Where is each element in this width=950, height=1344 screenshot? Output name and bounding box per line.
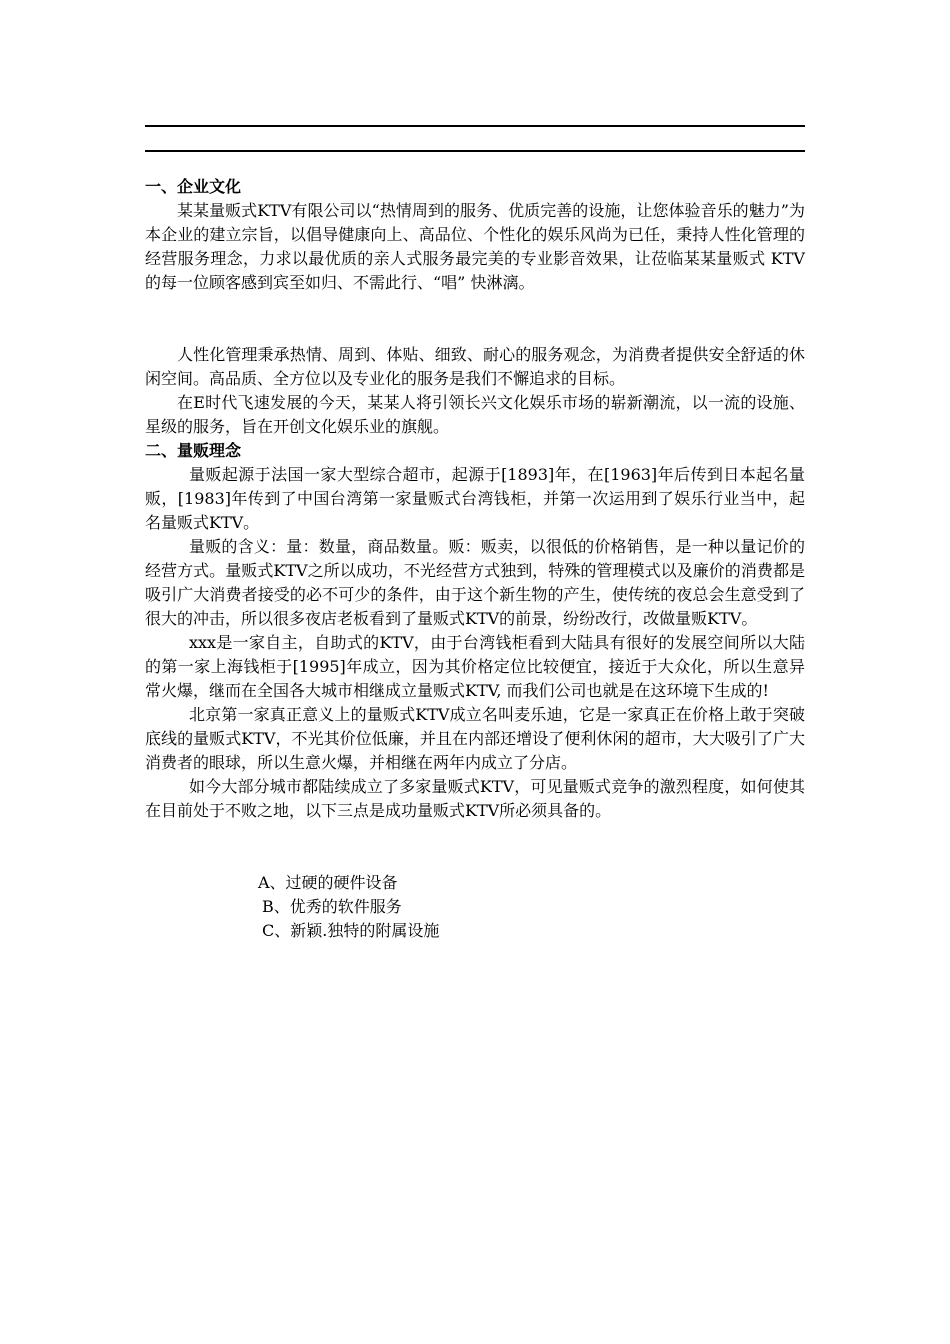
- paragraph-beijing-first: 北京第一家真正意义上的量贩式KTV成立名叫麦乐迪，它是一家真正在价格上敢于突破底线的量贩式KTV，不光其价位低廉，并且在内部还增设了便利休闲的超市，大大吸引了广大消费者的眼球，所以生意火爆，并相继在两年内成立了分店。: [145, 705, 805, 772]
- list-item-hardware: A、过硬的硬件设备: [258, 873, 398, 892]
- list-item-facilities: C、新颖.独特的附属设施: [262, 921, 440, 940]
- paragraph-humanized-management: 人性化管理秉承热情、周到、体贴、细致、耐心的服务观念，为消费者提供安全舒适的休闲空间。高品质、全方位以及专业化的服务是我们不懈追求的目标。: [145, 345, 805, 388]
- list-spacer: [145, 823, 805, 871]
- section-heading-corporate-culture: 一、企业文化: [145, 177, 242, 196]
- paragraph-e-era: 在E时代飞速发展的今天，某某人将引领长兴文化娱乐市场的崭新潮流，以一流的设施、星级的服务，旨在开创文化娱乐业的旗舰。: [145, 393, 805, 436]
- paragraph-competition: 如今大部分城市都陆续成立了多家量贩式KTV，可见量贩式竞争的激烈程度，如何使其在目前处于不败之地，以下三点是成功量贩式KTV所必须具备的。: [145, 777, 805, 820]
- section-heading-volume-sales-concept: 二、量贩理念: [145, 441, 242, 460]
- list-item-software-service: B、优秀的软件服务: [262, 897, 402, 916]
- success-factors-list: [145, 871, 805, 943]
- paragraph-spacer: [145, 295, 805, 343]
- document-body: [145, 175, 805, 943]
- header-rule-bottom: [145, 150, 805, 152]
- paragraph-meaning: 量贩的含义：量：数量，商品数量。贩：贩卖，以很低的价格销售，是一种以量记价的经营方式。量贩式KTV之所以成功，不光经营方式独到，特殊的管理模式以及廉价的消费都是吸引广大消费者接受的必不可少的条件，由于这个新生物的产生，使传统的夜总会生意受到了很大的冲击，所以很多夜店老板看到了量贩式KTV的前景，纷纷改行，改做量贩KTV。: [145, 537, 805, 628]
- paragraph-origin: 量贩起源于法国一家大型综合超市，起源于[1893]年，在[1963]年后传到日本起名量贩，[1983]年传到了中国台湾第一家量贩式台湾钱柜，并第一次运用到了娱乐行业当中，起名量贩式KTV。: [145, 465, 805, 532]
- paragraph-company-mission: 某某量贩式KTV有限公司以“热情周到的服务、优质完善的设施，让您体验音乐的魅力”为本企业的建立宗旨，以倡导健康向上、高品位、个性化的娱乐风尚为已任，秉持人性化管理的经营服务理念，力求以最优质的亲人式服务最完美的专业影音效果，让莅临某某量贩式 KTV的每一位顾客感到宾至如归、不需此行、“唱” 快淋漓。: [145, 201, 805, 292]
- header-rule-top: [145, 125, 805, 127]
- paragraph-xxx-company: xxx是一家自主，自助式的KTV，由于台湾钱柜看到大陆具有很好的发展空间所以大陆的第一家上海钱柜于[1995]年成立，因为其价格定位比较便宜，接近于大众化，所以生意异常火爆，继而在全国各大城市相继成立量贩式KTV, 而我们公司也就是在这环境下生成的!: [145, 633, 805, 700]
